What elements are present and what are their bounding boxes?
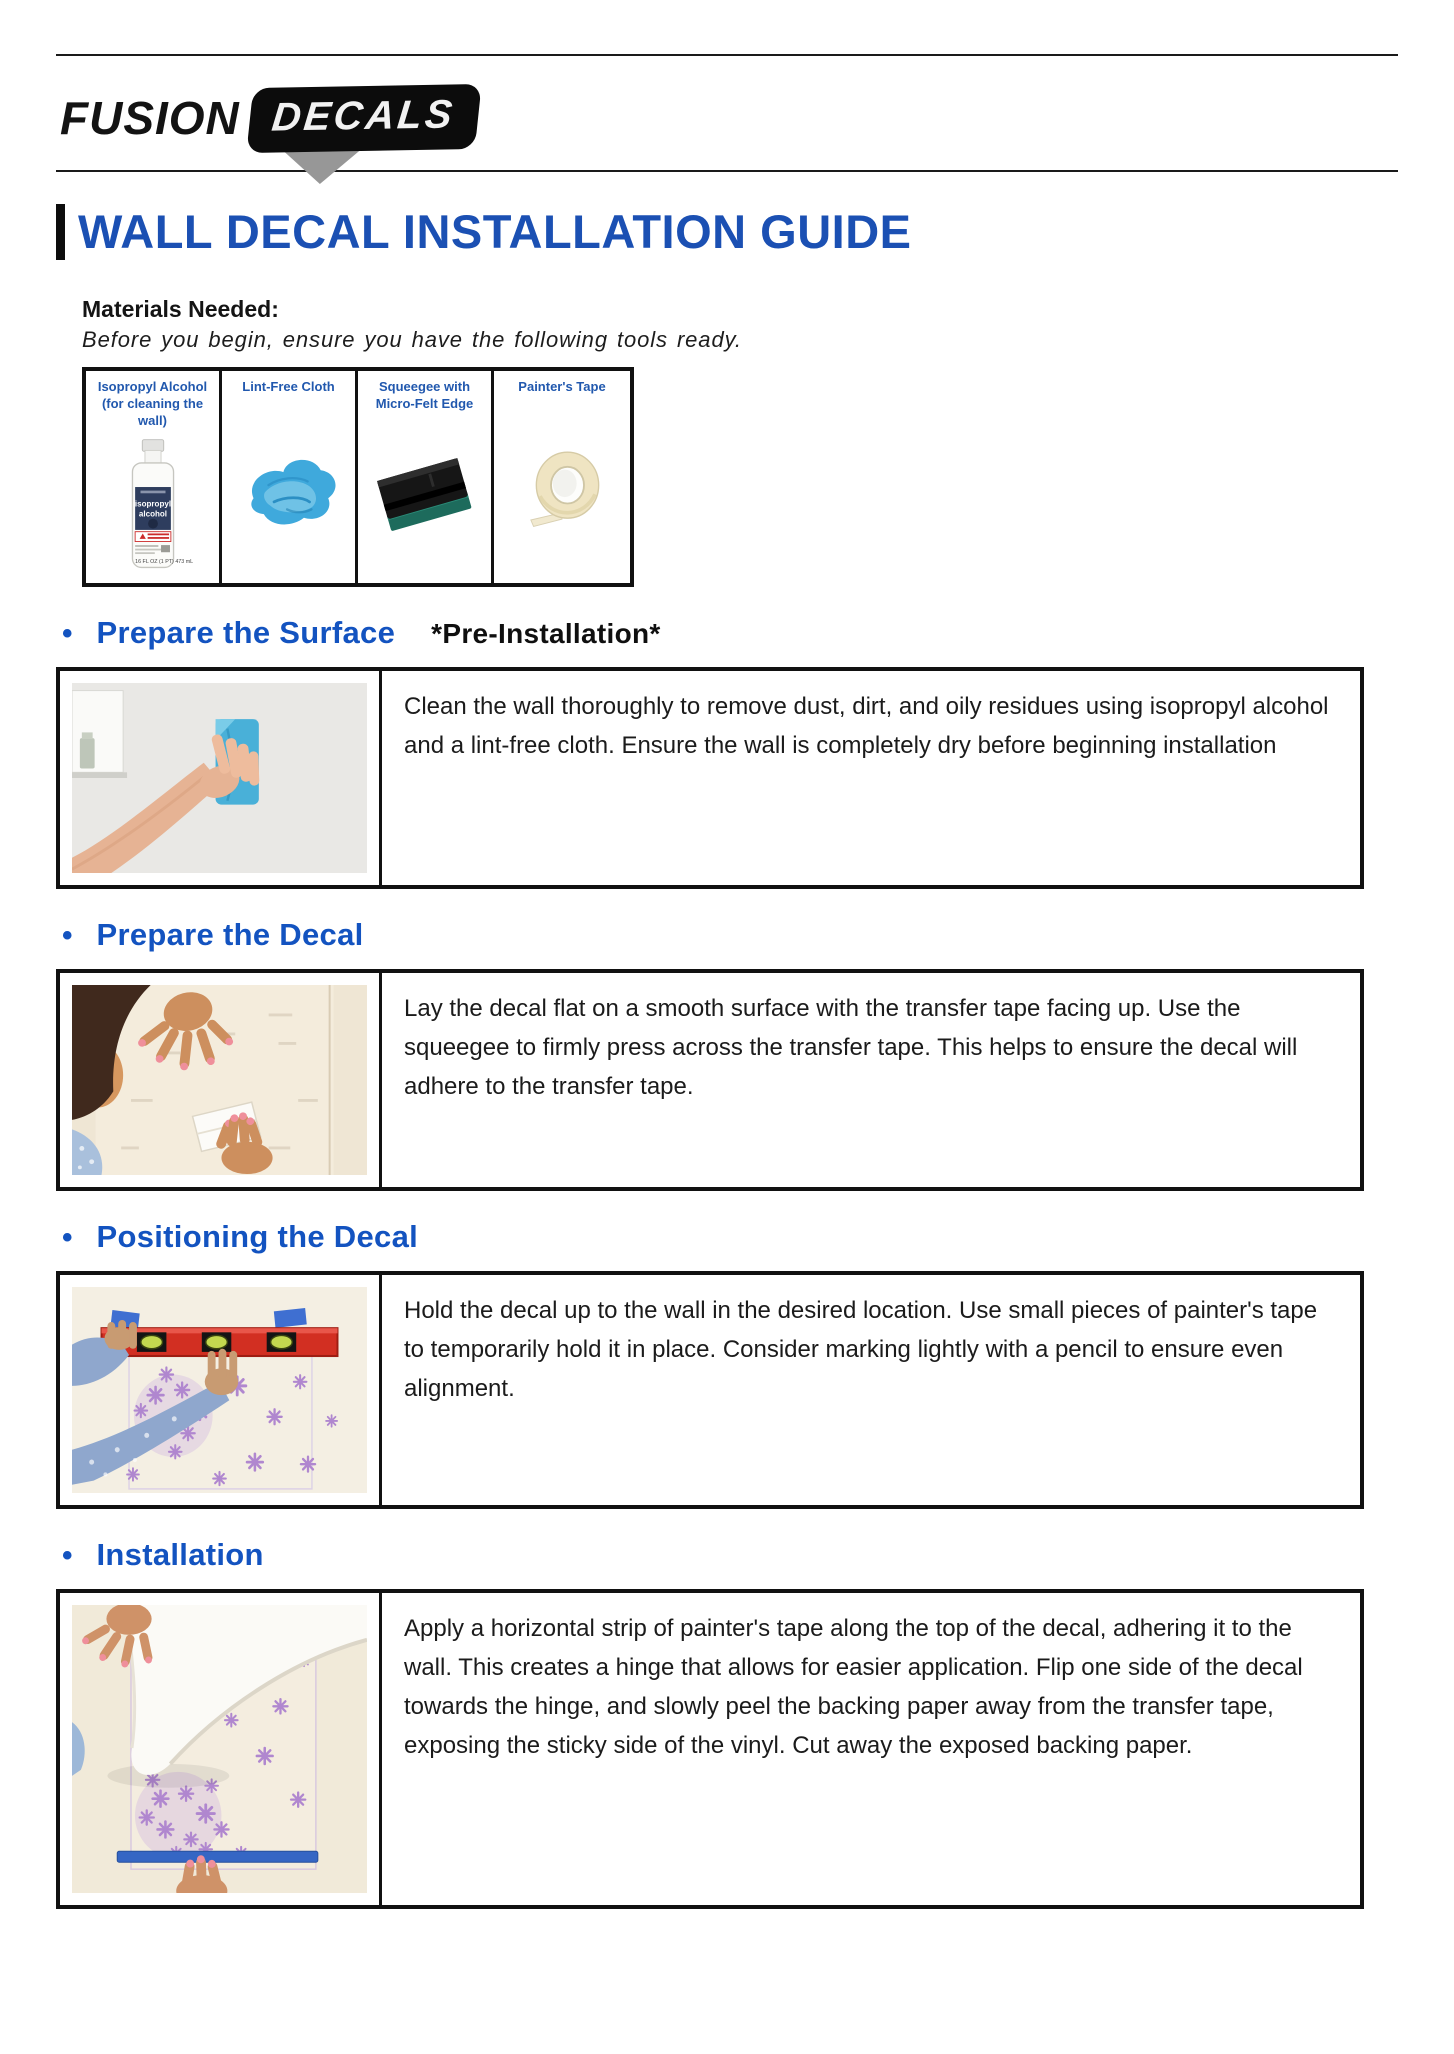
materials-subheading: Before you begin, ensure you have the following tools ready. <box>82 327 742 353</box>
material-label: Squeegee with Micro-Felt Edge <box>375 379 474 412</box>
step-row-positioning-decal <box>56 1271 1364 1509</box>
pressing-squeegee-on-decal-image <box>60 973 382 1187</box>
painters-tape-roll-icon <box>499 396 625 577</box>
logo-decals-badge <box>246 84 482 153</box>
material-cell-squeegee <box>358 371 494 583</box>
lint-free-cloth-icon <box>227 396 350 577</box>
header-divider <box>56 170 1398 172</box>
section-title: Prepare the Decal <box>96 917 364 953</box>
squeegee-micro-felt-icon <box>363 413 486 577</box>
bullet-icon: • <box>62 919 73 953</box>
section-title: Positioning the Decal <box>96 1219 419 1255</box>
bullet-icon: • <box>62 617 73 651</box>
logo-decals-text: DECALS <box>269 91 457 140</box>
bullet-icon: • <box>62 1221 73 1255</box>
title-block <box>56 204 1398 260</box>
section-heading-installation <box>62 1537 1398 1573</box>
material-label: Isopropyl Alcohol (for cleaning the wall) <box>97 379 208 429</box>
material-label: Lint-Free Cloth <box>242 379 335 395</box>
svg-text:alcohol: alcohol <box>138 509 167 519</box>
section-heading-prepare-decal <box>62 917 1398 953</box>
materials-heading: Materials Needed: <box>82 296 279 323</box>
step-instructions: Apply a horizontal strip of painter's tape along the top of the decal, adhering it to the wall. This creates a hinge that allows for easier application. Flip one side of the decal towards the hinge, and slowly peel the backing paper away from the transfer tape, exposing the sticky side of the vinyl. Cut away the exposed backing paper. <box>404 1615 1303 1760</box>
section-title: Prepare the Surface <box>96 615 396 651</box>
peeling-backing-paper-image <box>60 1593 382 1905</box>
isopropyl-alcohol-bottle-icon <box>91 430 214 577</box>
leveling-decal-on-wall-image <box>60 1275 382 1505</box>
hand-wiping-wall-image <box>60 671 382 885</box>
guide-page <box>0 54 1454 1909</box>
bullet-icon: • <box>62 1539 73 1573</box>
section-heading-positioning-decal <box>62 1219 1398 1255</box>
material-label: Painter's Tape <box>518 379 606 395</box>
material-cell-isopropyl <box>86 371 222 583</box>
step-row-installation <box>56 1589 1364 1909</box>
step-instructions: Clean the wall thoroughly to remove dust, dirt, and oily residues using isopropyl alcohol and a lint-free cloth. Ensure the wall is completely dry before beginning installation <box>404 693 1329 760</box>
brand-logo <box>56 66 1398 170</box>
pre-installation-note: *Pre-Installation* <box>431 618 661 650</box>
top-divider <box>56 54 1398 56</box>
svg-text:isopropyl: isopropyl <box>134 499 171 509</box>
step-row-prepare-surface <box>56 667 1364 889</box>
page-title: WALL DECAL INSTALLATION GUIDE <box>78 205 912 258</box>
materials-table <box>82 367 634 587</box>
material-cell-tape <box>494 371 630 583</box>
svg-text:16 FL OZ (1 PT) 473 mL: 16 FL OZ (1 PT) 473 mL <box>134 558 193 565</box>
step-row-prepare-decal <box>56 969 1364 1191</box>
material-cell-cloth <box>222 371 358 583</box>
logo-fusion-text: FUSION <box>60 92 240 144</box>
title-accent-bar <box>56 204 65 260</box>
section-heading-prepare-surface <box>62 615 1398 651</box>
step-instructions: Lay the decal flat on a smooth surface with the transfer tape facing up. Use the squeegee to firmly press across the transfer tape. This helps to ensure the decal will adhere to the transfer tape. <box>404 995 1298 1101</box>
section-title: Installation <box>96 1537 264 1573</box>
step-instructions: Hold the decal up to the wall in the desired location. Use small pieces of painter's tape to temporarily hold it in place. Consider marking lightly with a pencil to ensure even alignment. <box>404 1297 1318 1403</box>
